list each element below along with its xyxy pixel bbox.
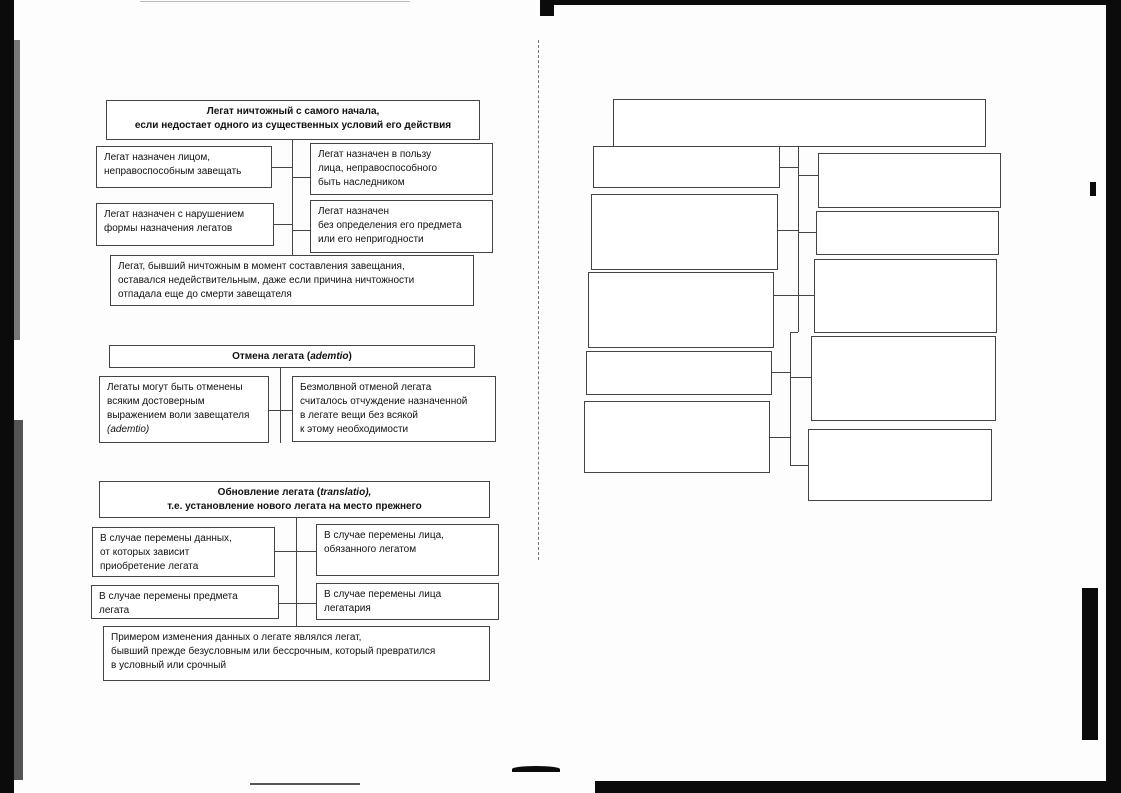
section1-item-1: Легат назначен лицом, неправоспособным завещать [96,146,272,188]
connector-s3-1 [275,551,296,552]
blank-connector-l5 [770,437,790,438]
spine-shadow-bottom [512,766,560,772]
section2-header-term: ademtio [310,351,349,362]
blank-connector-l2 [778,230,798,231]
section3-header-term: translatio), [320,487,372,498]
section2-header-end: ) [348,351,352,362]
section2-header [109,345,475,368]
right-scan-mark [1090,182,1096,196]
blank-left-box-2 [591,194,778,270]
book-spine-line [538,40,539,560]
blank-trunk-join [790,332,798,333]
section3-item-4: В случае перемены лица легатария [316,583,499,620]
connector-s1-2 [292,177,310,178]
section3-item-3: В случае перемены предмета легата [91,585,279,619]
blank-left-box-5 [584,401,770,473]
blank-right-box-3 [814,259,997,333]
section1-note: Легат, бывший ничтожным в момент составления завещания, оставался недействительным, даже если причина ничтожности отпадала еще до смерти завещателя [110,255,474,306]
blank-connector-r2 [798,232,816,233]
section3-trunk [296,518,297,626]
blank-trunk-lower [790,332,791,465]
blank-connector-r5 [790,465,808,466]
blank-connector-l3 [774,295,798,296]
section2-left-text: Легаты могут быть отменены всяким достоверным выражением воли завещателя [107,382,250,421]
blank-connector-r4 [790,377,811,378]
connector-s1-4 [292,230,310,231]
section3-note: Примером изменения данных о легате являлся легат, бывший прежде безусловным или бессрочным, который превратился в условный или срочный [103,626,490,681]
blank-left-box-1 [593,146,780,188]
connector-s3-4 [296,603,316,604]
section2-header-text: Отмена легата ( [232,351,311,362]
blank-left-box-4 [586,351,772,395]
section3-item-1: В случае перемены данных, от которых зависит приобретение легата [92,527,275,577]
right-scan-edge [1106,0,1121,793]
blank-connector-r1 [798,175,818,176]
section3-header-line2: т.е. установление нового легата на место прежнего [167,501,422,512]
blank-header-box [613,99,986,147]
section2-left-box [99,376,269,443]
section1-item-4: Легат назначен без определения его предмета или его непригодности [310,200,493,253]
section3-header [99,481,490,518]
blank-left-box-3 [588,272,774,348]
section3-header-start: Обновление легата ( [217,487,321,498]
left-scan-edge [0,0,14,793]
blank-right-box-2 [816,211,999,255]
connector-s2-left [269,410,280,411]
section1-item-3: Легат назначен с нарушением формы назначения легатов [96,203,274,246]
blank-connector-l1 [780,167,798,168]
left-scan-edge-lower [14,420,23,780]
connector-s1-1 [272,167,292,168]
spine-shadow-top [540,0,554,16]
blank-connector-r3 [798,295,814,296]
section3-item-2: В случае перемены лица, обязанного легатом [316,524,499,576]
section1-item-2: Легат назначен в пользу лица, неправоспособного быть наследником [310,143,493,195]
connector-s2-right [280,410,292,411]
connector-s3-2 [296,551,316,552]
bottom-scan-edge [595,781,1106,793]
section2-right-box: Безмолвной отменой легата считалось отчуждение назначенной в легате вещи без всякой к этому необходимости [292,376,496,442]
section1-trunk [292,140,293,255]
section2-trunk [280,368,281,443]
blank-right-box-4 [811,336,996,421]
top-page-rule [140,1,410,2]
blank-connector-l4 [772,372,790,373]
blank-right-box-5 [808,429,992,501]
right-scan-bar [1082,588,1098,740]
section2-left-term: (ademtio) [107,424,150,435]
connector-s3-3 [279,603,296,604]
top-scan-edge [540,0,1121,5]
section1-header: Легат ничтожный с самого начала, если недостает одного из существенных условий его действия [106,100,480,140]
blank-right-box-1 [818,153,1001,208]
bottom-page-rule [250,783,360,785]
left-scan-edge-inner [14,40,20,340]
connector-s1-3 [274,224,292,225]
